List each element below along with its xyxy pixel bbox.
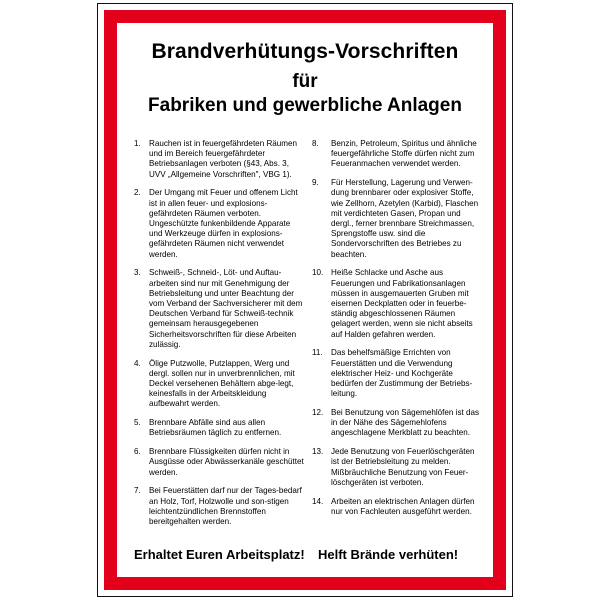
rule-number: 11. <box>312 348 323 358</box>
rule-item <box>134 418 304 438</box>
rule-text: Heiße Schlacke und Asche aus Feuerungen und Fabrikationsanlagen müssen in ausgemauerten Gruben mit eisernen Deckplatten oder in feuerbe-ständig abgeschlossenen Räumen gelagert werden, wenn sie nicht abseits auf Halden gefahren werden. <box>331 268 473 339</box>
rule-number: 2. <box>134 188 141 198</box>
rule-item <box>312 268 482 339</box>
rule-number: 5. <box>134 418 141 428</box>
rule-item <box>312 348 482 399</box>
rule-number: 14. <box>312 496 324 506</box>
rule-number: 6. <box>134 447 141 457</box>
rule-item <box>312 497 482 517</box>
rule-number: 8. <box>312 139 319 148</box>
rule-text: Der Umgang mit Feuer und offenem Licht ist in allen feuer- und explosions-gefährdeten Räumen verboten. Ungeschützte funkenbildende Apparate und Werkzeuge dürfen in explosions-gefährdeten Räumen nicht verwendet werden. <box>149 188 298 259</box>
rule-number: 3. <box>134 268 141 278</box>
rule-text: Brennbare Flüssigkeiten dürfen nicht in Ausgüsse oder Abwässerkanäle geschüttet werden. <box>149 447 304 477</box>
rule-item <box>312 178 482 260</box>
rule-number: 12. <box>312 408 324 418</box>
rule-item <box>312 447 482 488</box>
sign-subtitle <box>117 70 493 118</box>
rule-item <box>312 408 482 439</box>
footer-slogan-left: Erhaltet Euren Arbeitsplatz! <box>134 547 305 562</box>
rule-text: Das behelfsmäßige Errichten von Feuerstätten und die Verwendung elektrischer Heiz- und Kochgeräte bedürfen der Zustimmung der Betriebs-leitung. <box>331 348 473 399</box>
rule-item <box>134 188 304 259</box>
sign-title: Brandverhütungs-Vorschriften <box>151 40 459 63</box>
rule-text: Schweiß-, Schneid-, Löt- und Auftau-arbeiten sind nur mit Genehmigung der Betriebsleitung und unter Beachtung der vom Verband der Sachversicherer mit dem Deutschen Verband für Schweiß-technik gemeinsam herausgegebenen Sicherheitsvorschriften für diese Arbeiten zulässig. <box>149 268 303 349</box>
rule-number: 9. <box>312 178 319 188</box>
rule-number: 7. <box>134 486 141 496</box>
rule-text: Benzin, Petroleum, Spiritus und ähnliche feuergefährliche Stoffe dürfen nicht zum Feueranmachen verwendet werden. <box>331 139 477 169</box>
rule-text: Bei Benutzung von Sägemehlöfen ist das in der Nähe des Sägemehlofens angeschlagene Merkblatt zu beachten. <box>331 408 480 438</box>
rule-number: 1. <box>134 139 141 148</box>
rule-text: Für Herstellung, Lagerung und Verwen-dung brennbarer oder explosiver Stoffe, wie Zellhorn, Azetylen (Karbid), Flaschen mit verdichteten Gasen, Propan und dergl., ferner brennbare Streichmassen, Sprengstoffe usw. sind die Sondervorschriften des Betriebes zu beachten. <box>331 178 479 259</box>
rule-text: Ölige Putzwolle, Putzlappen, Werg und dergl. sollen nur in unverbrennlichen, mit Deckel versehenen Behältern abge-legt, keinesfalls in der Arbeitskleidung aufbewahrt werden. <box>149 358 295 409</box>
rule-item <box>134 359 304 410</box>
rule-text: Arbeiten an elektrischen Anlagen dürfen nur von Fachleuten ausgeführt werden. <box>331 496 475 516</box>
footer-slogan-right: Helft Brände verhüten! <box>318 547 459 562</box>
subtitle-line-2: Fabriken und gewerbliche Anlagen <box>148 95 462 116</box>
rules-right-column <box>312 139 482 526</box>
rule-item <box>134 268 304 350</box>
rule-item <box>134 139 304 180</box>
rule-text: Rauchen ist in feuergefährdeten Räumen und im Bereich feuergefährdeter Betriebsanlagen verboten (§43, Abs. 3, UVV „Allgemeine Vorschriften", VBG 1). <box>149 139 298 179</box>
rule-number: 10. <box>312 268 324 278</box>
rule-item <box>134 447 304 478</box>
rule-text: Jede Benutzung von Feuerlöschgeräten ist der Betriebsleitung zu melden. Mißbräuchliche Benutzung von Feuer-löschgeräten ist verboten. <box>331 447 475 487</box>
sign-frame <box>97 3 513 597</box>
rule-item <box>312 139 482 170</box>
rule-number: 4. <box>134 358 141 368</box>
subtitle-line-1: für <box>292 71 318 92</box>
rule-item <box>134 486 304 527</box>
rules-left-column <box>134 139 304 536</box>
rule-text: Brennbare Abfälle sind aus allen Betriebsräumen täglich zu entfernen. <box>149 418 282 438</box>
red-border <box>104 10 506 590</box>
rule-text: Bei Feuerstätten darf nur der Tages-bedarf an Holz, Torf, Holzwolle und son-stigen leichtentzündlichen Brennstoffen bereitgehalten werden. <box>149 486 302 527</box>
rule-number: 13. <box>312 447 324 457</box>
